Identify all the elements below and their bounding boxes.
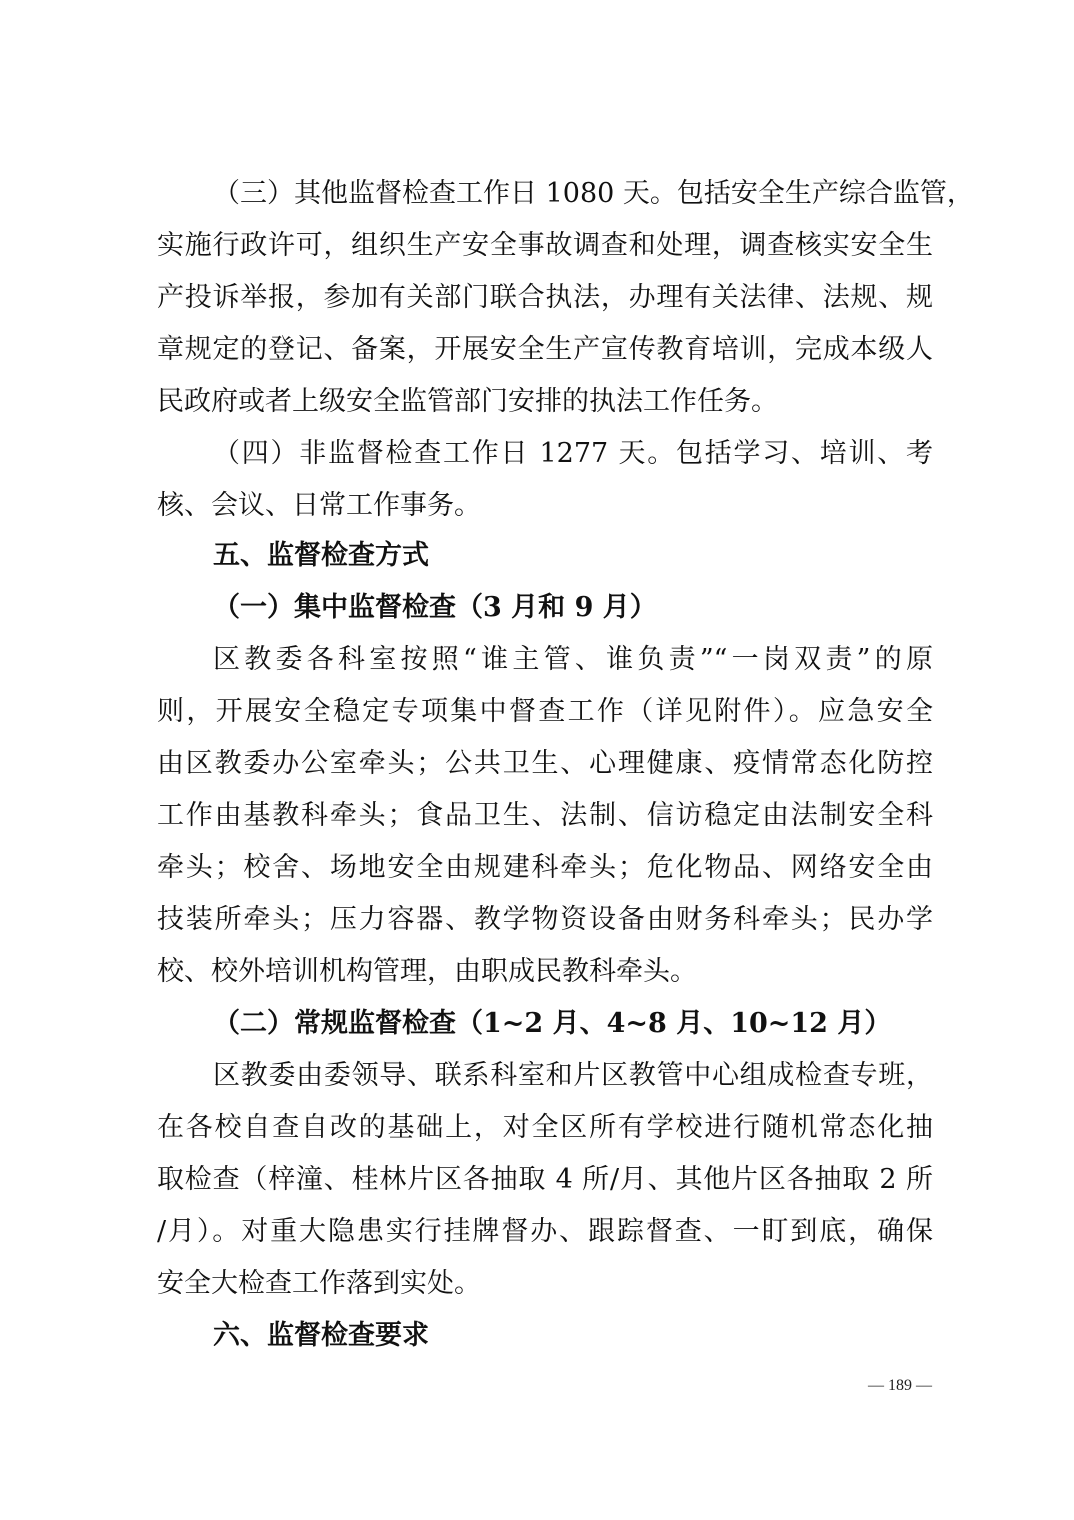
page-number: — 189 — [868, 1377, 932, 1394]
paragraph-line: /月）。对重大隐患实行挂牌督办、跟踪督查、一盯到底，确保 [157, 1216, 933, 1247]
paragraph-line: 章规定的登记、备案，开展安全生产宣传教育培训，完成本级人 [157, 334, 933, 365]
section-heading: 六、监督检查要求 [213, 1320, 429, 1351]
paragraph-line: 技装所牵头；压力容器、教学物资设备由财务科牵头；民办学 [157, 904, 933, 935]
paragraph-line: 校、校外培训机构管理，由职成民教科牵头。 [157, 956, 697, 987]
paragraph-line: 产投诉举报，参加有关部门联合执法，办理有关法律、法规、规 [157, 282, 933, 313]
section-heading: 五、监督检查方式 [213, 540, 429, 571]
paragraph-line: 区教委由委领导、联系科室和片区教管中心组成检查专班， [213, 1060, 933, 1091]
subsection-heading: （二）常规监督检查（1~2 月、4~8 月、10~12 月） [213, 1008, 892, 1039]
paragraph-line: 实施行政许可，组织生产安全事故调查和处理，调查核实安全生 [157, 230, 933, 261]
paragraph-line: 牵头；校舍、场地安全由规建科牵头；危化物品、网络安全由 [157, 852, 933, 883]
paragraph-line: 安全大检查工作落到实处。 [157, 1268, 481, 1299]
paragraph-line: 区教委各科室按照“谁主管、谁负责”“一岗双责”的原 [213, 644, 933, 675]
paragraph-line: 核、会议、日常工作事务。 [157, 490, 481, 521]
paragraph-line: 在各校自查自改的基础上，对全区所有学校进行随机常态化抽 [157, 1112, 933, 1143]
paragraph-line: 工作由基教科牵头；食品卫生、法制、信访稳定由法制安全科 [157, 800, 933, 831]
paragraph-line: 由区教委办公室牵头；公共卫生、心理健康、疫情常态化防控 [157, 748, 933, 779]
paragraph-line: 民政府或者上级安全监管部门安排的执法工作任务。 [157, 386, 778, 417]
paragraph-line: （三）其他监督检查工作日 1080 天。包括安全生产综合监管， [213, 178, 974, 209]
paragraph-line: 则，开展安全稳定专项集中督查工作（详见附件）。应急安全 [157, 696, 933, 727]
paragraph-line: 取检查（梓潼、桂林片区各抽取 4 所/月、其他片区各抽取 2 所 [157, 1164, 933, 1195]
paragraph-line: （四）非监督检查工作日 1277 天。包括学习、培训、考 [213, 438, 933, 469]
subsection-heading: （一）集中监督检查（3 月和 9 月） [213, 592, 657, 623]
